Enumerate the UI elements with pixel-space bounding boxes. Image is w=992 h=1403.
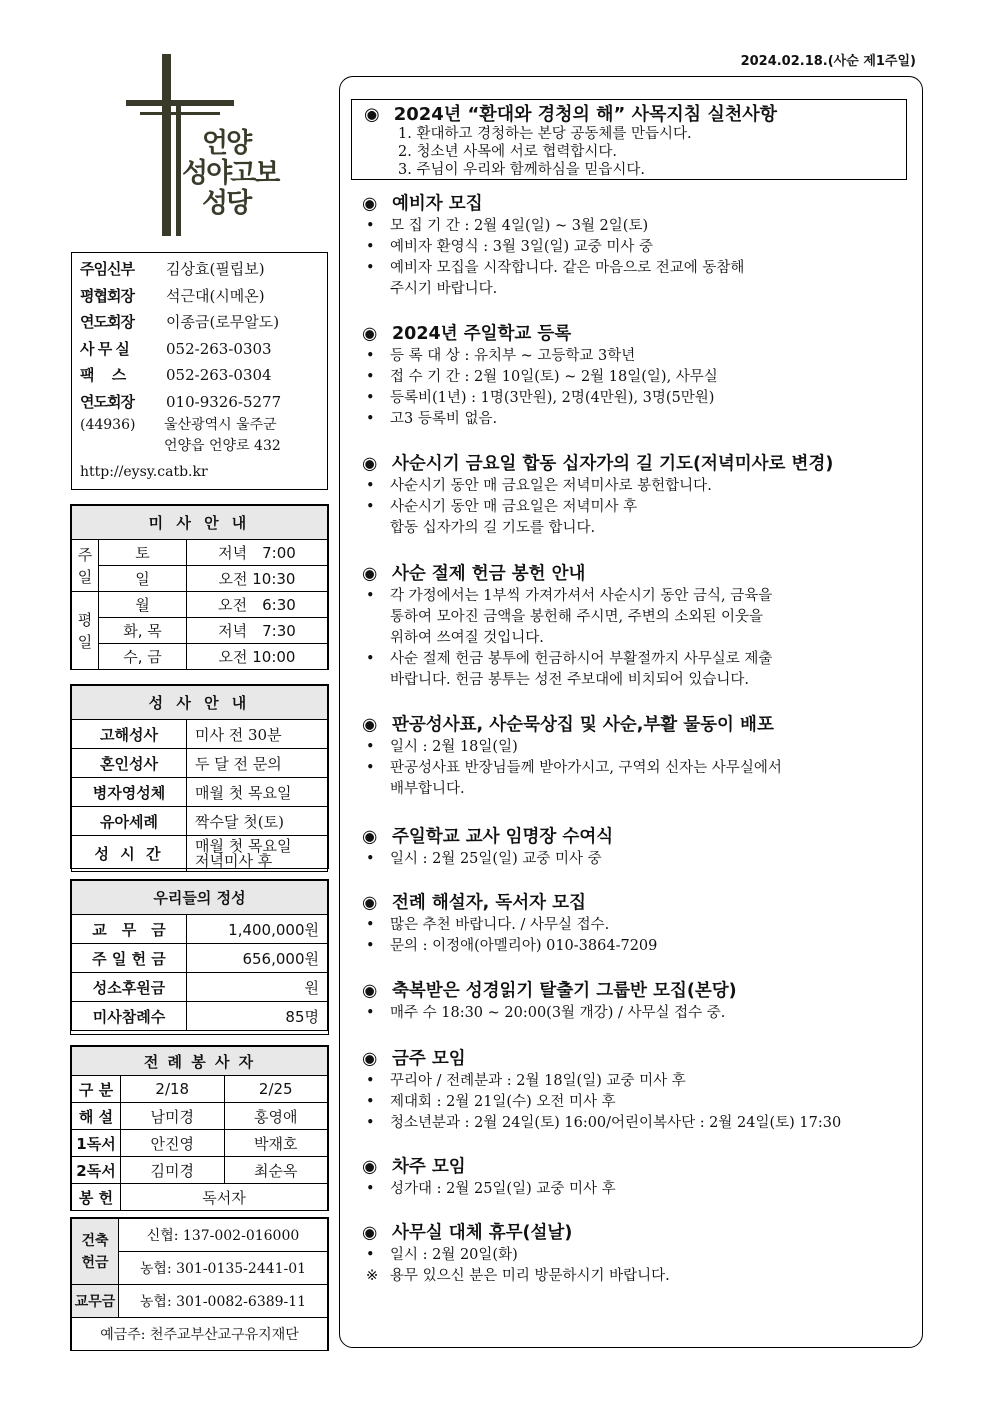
logo-line2: 성야고보	[182, 158, 279, 189]
notice-line	[362, 1092, 912, 1113]
bank-account: 농협: 301-0135-2441-01	[119, 1252, 328, 1285]
sacrament-key: 병자영성체	[72, 778, 187, 807]
bullet-dot: •	[366, 1073, 375, 1089]
bullet-dot: •	[366, 588, 375, 604]
website-link[interactable]: http://eysy.catb.kr	[80, 464, 208, 480]
notice-line	[362, 849, 912, 870]
bullet-dot: •	[366, 411, 375, 427]
sacrament-value: 짝수달 첫(토)	[187, 807, 328, 836]
notice-title	[362, 192, 912, 216]
server-name: 최순옥	[224, 1157, 328, 1184]
notice-line-text: 일시 : 2월 25일(일) 교중 미사 중	[390, 851, 602, 867]
sacrament-value: 매월 첫 목요일	[187, 778, 328, 807]
notice-title	[362, 1047, 912, 1071]
notice-section	[362, 1221, 912, 1287]
notice-title-text: 주일학교 교사 임명장 수여식	[392, 827, 614, 847]
notice-line-text: 주시기 바랍니다.	[390, 281, 498, 297]
bullet-dot: •	[366, 499, 375, 515]
notice-line-text: 매주 수 18:30 ~ 20:00(3월 개강) / 사무실 접수 중.	[390, 1005, 726, 1021]
address	[80, 415, 319, 436]
notice-line-text: 용무 있으신 분은 미리 방문하시기 바랍니다.	[390, 1268, 670, 1284]
notice-line	[362, 237, 912, 258]
notice-title-text: 사무실 대체 휴무(설날)	[392, 1223, 573, 1243]
sunday-text: 주일	[77, 545, 93, 586]
bullet-dot: •	[366, 651, 375, 667]
server-name: 안진영	[121, 1130, 225, 1157]
sacrament-value-line2: 저녁미사 후	[195, 851, 273, 870]
bullet-dot: •	[366, 369, 375, 385]
offering-key: 미사참례수	[72, 1002, 187, 1031]
bullet-icon: ◉	[362, 827, 378, 847]
mass-day: 화, 목	[99, 618, 187, 644]
notice-title	[362, 891, 912, 915]
mass-table-border	[70, 504, 329, 670]
info-value: 052-263-0304	[166, 366, 272, 384]
notice-line	[362, 1245, 912, 1266]
bullet-dot: •	[366, 1247, 375, 1263]
notice-section	[362, 891, 912, 957]
notice-line	[362, 779, 912, 800]
notice-line	[362, 649, 912, 670]
offering-key: 교 무 금	[72, 915, 187, 944]
notice-section	[362, 713, 912, 800]
notice-line	[362, 1113, 912, 1134]
sacrament-value: 미사 전 30분	[187, 720, 328, 749]
bullet-icon: ◉	[362, 981, 378, 1001]
notice-line-text: 청소년분과 : 2월 24일(토) 16:00/어린이복사단 : 2월 24일(토) 17:30	[390, 1115, 842, 1131]
server-role: 해 설	[72, 1103, 121, 1130]
parish-logo	[120, 50, 290, 240]
logo-line3: 성당	[202, 188, 251, 219]
notice-title	[362, 322, 912, 346]
bullet-icon: ◉	[364, 104, 380, 125]
offering-value: 원	[187, 973, 328, 1002]
notice-title-text: 판공성사표, 사순묵상집 및 사순,부활 물동이 배포	[392, 715, 774, 735]
mass-day: 수, 금	[99, 644, 187, 670]
mass-day: 월	[99, 592, 187, 618]
info-value: 석근대(시메온)	[166, 286, 265, 305]
bullet-dot: •	[366, 739, 375, 755]
notice-line	[362, 1266, 912, 1287]
address-line2: 언양읍 언양로 432	[164, 438, 281, 454]
sacrament-key: 성 시 간	[72, 836, 187, 872]
address-cont	[80, 436, 319, 457]
notice-line	[362, 670, 912, 691]
server-name: 홍영애	[224, 1103, 328, 1130]
bank-table-border	[70, 1217, 329, 1351]
guideline-item: 1. 환대하고 경청하는 본당 공동체를 만듭시다.	[398, 126, 692, 142]
mass-time: 저녁 7:30	[187, 618, 328, 644]
sacrament-title: 성 사 안 내	[72, 686, 328, 720]
notice-section	[362, 452, 912, 539]
notice-line-text: 문의 : 이정애(아멜리아) 010-3864-7209	[390, 938, 658, 954]
sacrament-value-line1: 매월 첫 목요일	[195, 836, 292, 855]
notice-title-text: 금주 모임	[392, 1049, 466, 1069]
spacer	[80, 436, 164, 457]
bullet-icon: ◉	[362, 715, 378, 735]
bullet-dot: •	[366, 1115, 375, 1131]
guideline-item: 3. 주님이 우리와 함께하심을 믿읍시다.	[398, 162, 645, 178]
notice-title	[362, 452, 912, 476]
notice-title	[362, 1221, 912, 1245]
info-row	[80, 283, 319, 310]
servers-table-border	[70, 1045, 329, 1211]
notice-line	[362, 915, 912, 936]
notice-line-text: 등록비(1년) : 1명(3만원), 2명(4만원), 3명(5만원)	[390, 390, 715, 406]
notice-line-text: 많은 추천 바랍니다. / 사무실 접수.	[390, 917, 610, 933]
notice-line-text: 고3 등록비 없음.	[390, 411, 498, 427]
info-value: 010-9326-5277	[166, 392, 282, 411]
mass-day: 토	[99, 540, 187, 566]
sacrament-table-border	[70, 684, 329, 869]
notice-section	[362, 1047, 912, 1134]
notice-title-text: 사순시기 금요일 합동 십자가의 길 기도(저녁미사로 변경)	[392, 454, 834, 474]
notice-line-text: 판공성사표 반장님들께 받아가시고, 구역외 신자는 사무실에서	[390, 760, 782, 776]
bullet-dot: •	[366, 917, 375, 933]
bullet-dot: ※	[366, 1268, 379, 1284]
notice-line	[362, 1003, 912, 1024]
notice-line	[362, 476, 912, 497]
offering-value: 85명	[187, 1002, 328, 1031]
notice-line-text: 각 가정에서는 1부씩 가져가셔서 사순시기 동안 금식, 금육을	[390, 588, 773, 604]
info-row	[80, 389, 319, 416]
offering-table-border	[70, 879, 329, 1035]
notice-line-text: 꾸리아 / 전례분과 : 2월 18일(일) 교중 미사 후	[390, 1073, 686, 1089]
mass-time: 오전 6:30	[187, 592, 328, 618]
address-line1: 울산광역시 울주군	[164, 417, 277, 433]
mass-time: 오전 10:30	[187, 566, 328, 592]
notice-line-text: 예비자 모집을 시작합니다. 같은 마음으로 전교에 동참해	[390, 260, 745, 276]
bullet-dot: •	[366, 1094, 375, 1110]
sacrament-key: 혼인성사	[72, 749, 187, 778]
notice-title	[362, 825, 912, 849]
notice-line-text: 사순 절제 헌금 봉투에 헌금하시어 부활절까지 사무실로 제출	[390, 651, 773, 667]
bullet-icon: ◉	[362, 564, 378, 584]
notice-section	[362, 979, 912, 1024]
offering-value: 656,000원	[187, 944, 328, 973]
servers-head: 2/18	[121, 1076, 225, 1103]
notice-line-text: 일시 : 2월 20일(화)	[390, 1247, 518, 1263]
server-name: 박재호	[224, 1130, 328, 1157]
notice-title-text: 축복받은 성경읽기 탈출기 그룹반 모집(본당)	[392, 981, 737, 1001]
notice-line-text: 모 집 기 간 : 2월 4일(일) ~ 3월 2일(토)	[390, 218, 649, 234]
building-fund-text: 건축헌금	[81, 1232, 109, 1271]
notice-line	[362, 279, 912, 300]
bullet-icon: ◉	[362, 1157, 378, 1177]
servers-head: 2/25	[224, 1076, 328, 1103]
notice-section	[362, 322, 912, 430]
notice-line	[362, 367, 912, 388]
notice-line	[362, 497, 912, 518]
notice-line	[362, 518, 912, 539]
server-role: 2독서	[72, 1157, 121, 1184]
notice-section	[362, 1155, 912, 1200]
info-key: 평협회장	[80, 286, 134, 305]
notice-title	[362, 713, 912, 737]
notice-line	[362, 1179, 912, 1200]
notice-title-text: 차주 모임	[392, 1157, 466, 1177]
sacrament-key: 유아세례	[72, 807, 187, 836]
notice-line	[362, 388, 912, 409]
bullet-dot: •	[366, 218, 375, 234]
zip-code: (44936)	[80, 417, 136, 433]
bullet-dot: •	[366, 1181, 375, 1197]
notice-title	[362, 1155, 912, 1179]
offering-key: 성소후원금	[72, 973, 187, 1002]
notice-title	[362, 562, 912, 586]
logo-line1: 언양	[202, 128, 251, 159]
edu-fund-label: 교무금	[72, 1285, 119, 1318]
bullet-dot: •	[366, 260, 375, 276]
guideline-title-text: 2024년 “환대와 경청의 해” 사목지침 실천사항	[393, 104, 778, 125]
notice-line	[362, 586, 912, 607]
notice-line-text: 합동 십자가의 길 기도를 합니다.	[390, 520, 596, 536]
notice-line	[362, 346, 912, 367]
info-row	[80, 309, 319, 336]
notice-line-text: 통하여 모아진 금액을 봉헌해 주시면, 주변의 소외된 이웃을	[390, 609, 764, 625]
notice-title-text: 사순 절제 헌금 봉헌 안내	[392, 564, 586, 584]
cross-arm-shadow	[140, 112, 220, 115]
server-name: 남미경	[121, 1103, 225, 1130]
notice-line	[362, 628, 912, 649]
info-row	[80, 362, 319, 389]
notice-section	[362, 825, 912, 870]
notice-section	[362, 562, 912, 691]
bullet-icon: ◉	[362, 1049, 378, 1069]
cross-icon	[162, 54, 171, 236]
parish-info	[71, 252, 328, 490]
sacrament-value: 두 달 전 문의	[187, 749, 328, 778]
notice-line-text: 위하여 쓰여질 것입니다.	[390, 630, 544, 646]
bullet-icon: ◉	[362, 893, 378, 913]
bullet-dot: •	[366, 239, 375, 255]
servers-title: 전 례 봉 사 자	[72, 1047, 328, 1076]
offering-key: 주 일 헌 금	[72, 944, 187, 973]
notice-line-text: 일시 : 2월 18일(일)	[390, 739, 518, 755]
server-role: 봉 헌	[72, 1184, 121, 1211]
bullet-icon: ◉	[362, 454, 378, 474]
info-key: 주임신부	[80, 260, 134, 278]
server-name: 김미경	[121, 1157, 225, 1184]
cross-arm	[126, 100, 234, 106]
weekday-text: 평일	[77, 610, 93, 651]
notice-line-text: 바랍니다. 헌금 봉투는 성전 주보대에 비치되어 있습니다.	[390, 672, 750, 688]
bank-account: 농협: 301-0082-6389-11	[119, 1285, 328, 1318]
mass-day: 일	[99, 566, 187, 592]
info-key: 연도회장	[80, 313, 134, 331]
notice-line	[362, 216, 912, 237]
notice-line	[362, 409, 912, 430]
bullet-dot: •	[366, 348, 375, 364]
bulletin-date: 2024.02.18.(사순 제1주일)	[740, 54, 916, 69]
notice-line	[362, 607, 912, 628]
notice-line-text: 예비자 환영식 : 3월 3일(일) 교중 미사 중	[390, 239, 654, 255]
notice-line-text: 성가대 : 2월 25일(일) 교중 미사 후	[390, 1181, 616, 1197]
notice-line-text: 접 수 기 간 : 2월 10일(토) ~ 2월 18일(일), 사무실	[390, 369, 718, 385]
notice-line	[362, 1071, 912, 1092]
bullet-icon: ◉	[362, 194, 378, 214]
info-key: 연도회장	[80, 392, 134, 411]
notice-section	[362, 192, 912, 300]
info-row	[80, 256, 319, 283]
notice-line	[362, 936, 912, 957]
bullet-icon: ◉	[362, 1223, 378, 1243]
guideline-item: 2. 청소년 사목에 서로 협력합시다.	[398, 144, 617, 160]
notice-title-text: 2024년 주일학교 등록	[392, 324, 572, 344]
info-value: 이종금(로무알도)	[166, 313, 280, 331]
bullet-dot: •	[366, 760, 375, 776]
info-key: 사 무 실	[80, 339, 129, 358]
bullet-dot: •	[366, 938, 375, 954]
info-row	[80, 336, 319, 363]
info-key: 팩 스	[80, 366, 126, 384]
bullet-dot: •	[366, 851, 375, 867]
offering-title: 우리들의 정성	[72, 881, 328, 915]
offering-value: 1,400,000원	[187, 915, 328, 944]
account-holder: 예금주: 천주교부산교구유지재단	[72, 1318, 328, 1351]
notice-title	[362, 979, 912, 1003]
bullet-dot: •	[366, 1005, 375, 1021]
bullet-dot: •	[366, 390, 375, 406]
servers-head: 구 분	[72, 1076, 121, 1103]
server-role: 1독서	[72, 1130, 121, 1157]
cross-shadow	[176, 100, 181, 236]
mass-time: 오전 10:00	[187, 644, 328, 670]
sacrament-key: 고해성사	[72, 720, 187, 749]
bank-account: 신협: 137-002-016000	[119, 1219, 328, 1252]
mass-time: 저녁 7:00	[187, 540, 328, 566]
notice-line-text: 사순시기 동안 매 금요일은 저녁미사 후	[390, 499, 638, 515]
notice-line-text: 제대회 : 2월 21일(수) 오전 미사 후	[390, 1094, 616, 1110]
bullet-icon: ◉	[362, 324, 378, 344]
notice-line-text: 등 록 대 상 : 유치부 ~ 고등학교 3학년	[390, 348, 636, 364]
notice-line	[362, 258, 912, 279]
notice-line-text: 사순시기 동안 매 금요일은 저녁미사로 봉헌합니다.	[390, 478, 712, 494]
info-value: 052-263-0303	[166, 339, 272, 358]
pastoral-guideline-box	[351, 99, 907, 180]
notice-line	[362, 758, 912, 779]
notice-title-text: 전례 해설자, 독서자 모집	[392, 893, 586, 913]
notice-line	[362, 737, 912, 758]
notice-line-text: 배부합니다.	[390, 781, 465, 797]
info-value: 김상효(필립보)	[166, 260, 265, 278]
server-name: 독서자	[121, 1184, 328, 1211]
mass-title: 미 사 안 내	[72, 506, 328, 540]
notice-title-text: 예비자 모집	[392, 194, 483, 214]
bullet-dot: •	[366, 478, 375, 494]
